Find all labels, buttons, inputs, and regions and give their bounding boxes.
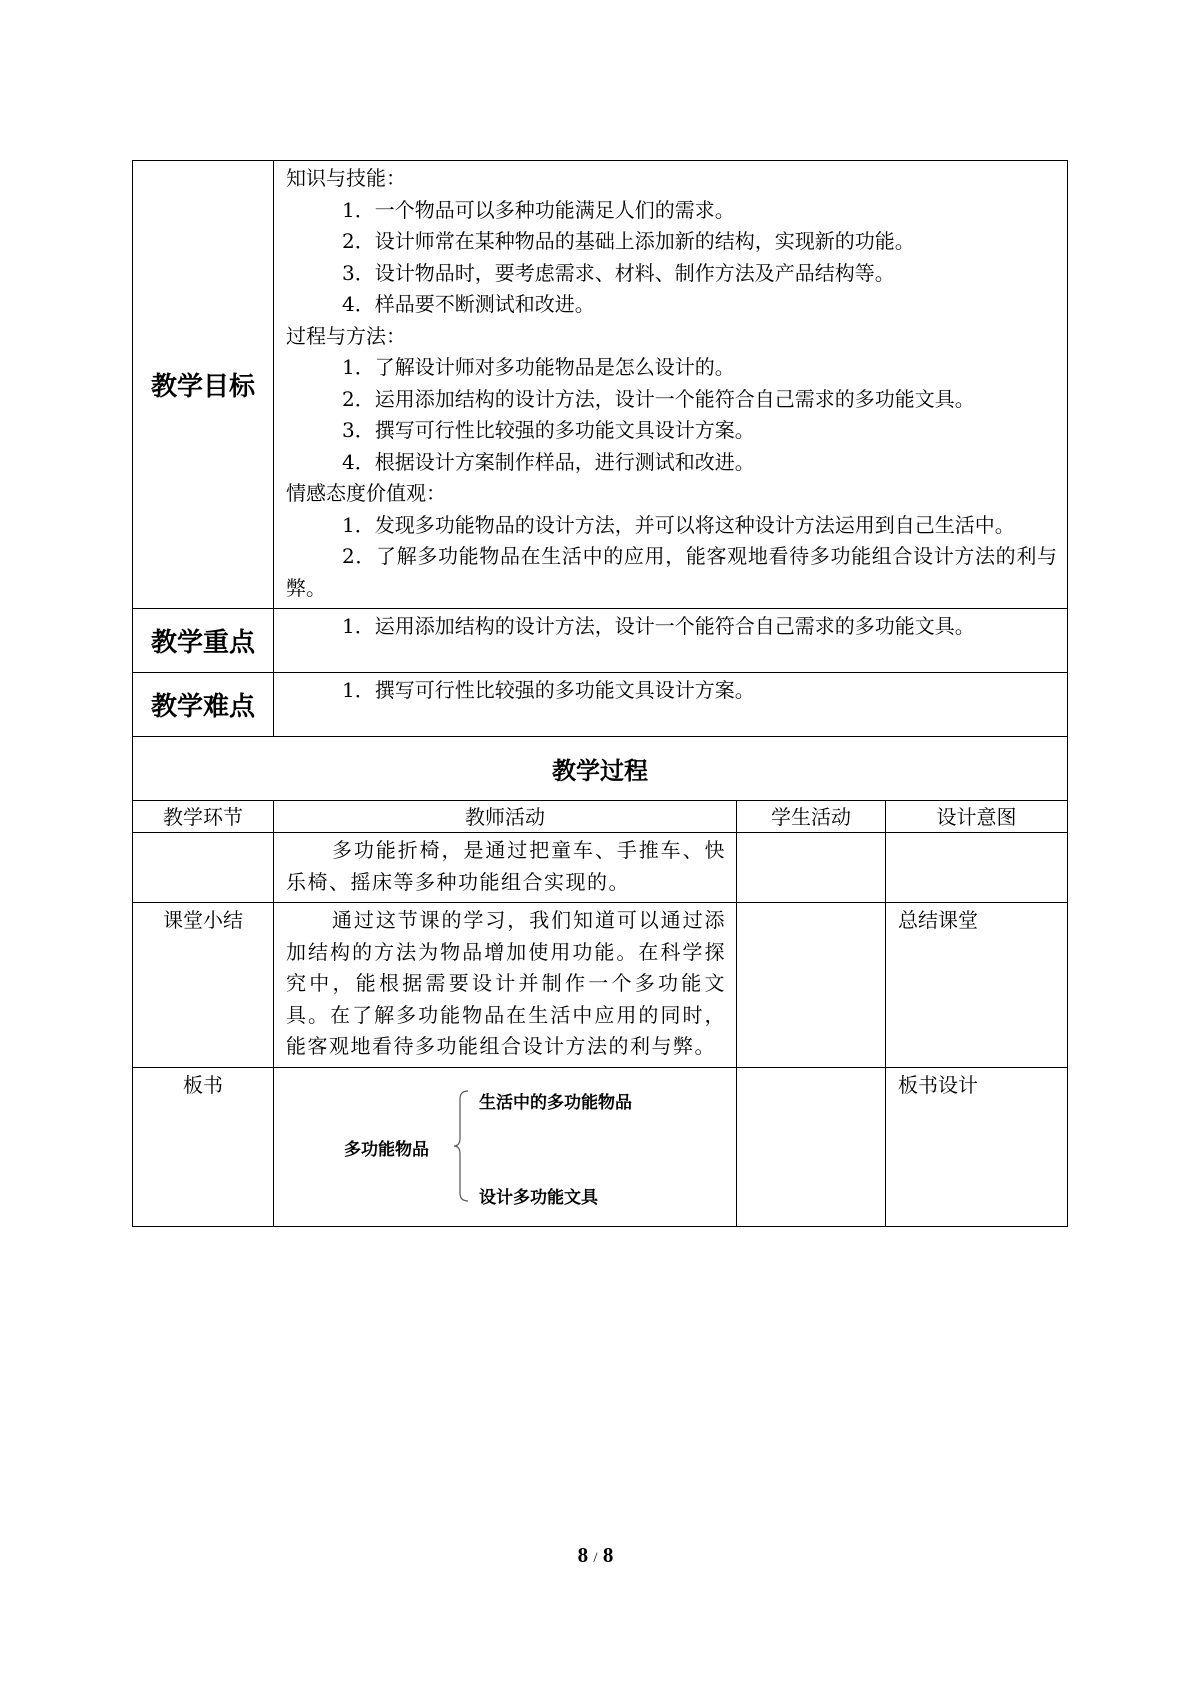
difficulty-text: 1．撰写可行性比较强的多功能文具设计方案。 xyxy=(342,678,755,702)
knowledge-heading: 知识与技能： xyxy=(286,166,406,190)
process-row xyxy=(133,903,1068,1068)
lesson-plan-table xyxy=(132,160,1068,1227)
knowledge-item-2: 2．设计师常在某种物品的基础上添加新的结构，实现新的功能。 xyxy=(342,229,915,253)
knowledge-item-1: 1．一个物品可以多种功能满足人们的需求。 xyxy=(342,197,735,222)
knowledge-item-4: 4．样品要不断测试和改进。 xyxy=(342,292,595,316)
row1-student xyxy=(737,833,886,903)
objectives-row xyxy=(133,161,1068,609)
page-current: 8 xyxy=(577,1543,589,1567)
process-title-row xyxy=(133,737,1068,801)
board-root: 多功能物品 xyxy=(344,1139,429,1160)
board-design-cell xyxy=(274,1067,737,1226)
page-separator: / xyxy=(593,1550,598,1566)
key-point-text: 1．运用添加结构的设计方法，设计一个能符合自己需求的多功能文具。 xyxy=(342,614,975,638)
brace-icon xyxy=(454,1090,474,1202)
knowledge-item-3: 3．设计物品时，要考虑需求、材料、制作方法及产品结构等。 xyxy=(342,260,895,285)
process-row xyxy=(133,833,1068,903)
page-total: 8 xyxy=(602,1543,614,1567)
difficulty-label: 教学难点 xyxy=(133,673,274,737)
board-stage: 板书 xyxy=(133,1067,274,1226)
board-diagram xyxy=(274,1068,736,1226)
row2-teacher-cell xyxy=(274,903,737,1068)
objectives-content xyxy=(274,161,1068,609)
header-intent: 设计意图 xyxy=(886,801,1068,833)
key-point-content xyxy=(274,609,1068,673)
board-student xyxy=(737,1067,886,1226)
board-branch-2: 设计多功能文具 xyxy=(479,1187,598,1208)
row2-student xyxy=(737,903,886,1068)
header-student: 学生活动 xyxy=(737,801,886,833)
row2-teacher: 通过这节课的学习，我们知道可以通过添加结构的方法为物品增加使用功能。在科学探究中，能根据需要设计并制作一个多功能文具。在了解多功能物品在生活中应用的同时，能客观地看待多功能组合设计方法的利与弊。 xyxy=(286,908,726,1058)
header-teacher: 教师活动 xyxy=(274,801,737,833)
board-branch-1: 生活中的多功能物品 xyxy=(479,1092,632,1113)
row1-stage xyxy=(133,833,274,903)
process-heading: 过程与方法： xyxy=(286,323,406,348)
row1-teacher-cell xyxy=(274,833,737,903)
difficulty-content xyxy=(274,673,1068,737)
process-title: 教学过程 xyxy=(133,737,1068,801)
objectives-label: 教学目标 xyxy=(133,161,274,609)
key-point-label: 教学重点 xyxy=(133,609,274,673)
header-stage: 教学环节 xyxy=(133,801,274,833)
process-item-4: 4．根据设计方案制作样品，进行测试和改进。 xyxy=(342,449,755,474)
key-point-row xyxy=(133,609,1068,673)
row1-teacher: 多功能折椅，是通过把童车、手推车、快乐椅、摇床等多种功能组合实现的。 xyxy=(286,838,726,894)
attitude-heading: 情感态度价值观： xyxy=(286,481,446,505)
difficulty-row xyxy=(133,673,1068,737)
process-item-2: 2．运用添加结构的设计方法，设计一个能符合自己需求的多功能文具。 xyxy=(342,386,975,411)
row2-intent: 总结课堂 xyxy=(886,903,1068,1068)
board-row xyxy=(133,1067,1068,1226)
process-item-1: 1．了解设计师对多功能物品是怎么设计的。 xyxy=(342,355,735,379)
attitude-item-2: 2．了解多功能物品在生活中的应用，能客观地看待多功能组合设计方法的利与弊。 xyxy=(286,544,1057,600)
row2-stage: 课堂小结 xyxy=(133,903,274,1068)
board-intent: 板书设计 xyxy=(886,1067,1068,1226)
attitude-item-1: 1．发现多功能物品的设计方法，并可以将这种设计方法运用到自己生活中。 xyxy=(342,512,1015,537)
row1-intent xyxy=(886,833,1068,903)
process-header-row xyxy=(133,801,1068,833)
page-number xyxy=(0,1543,1191,1568)
process-item-3: 3．撰写可行性比较强的多功能文具设计方案。 xyxy=(342,418,755,442)
